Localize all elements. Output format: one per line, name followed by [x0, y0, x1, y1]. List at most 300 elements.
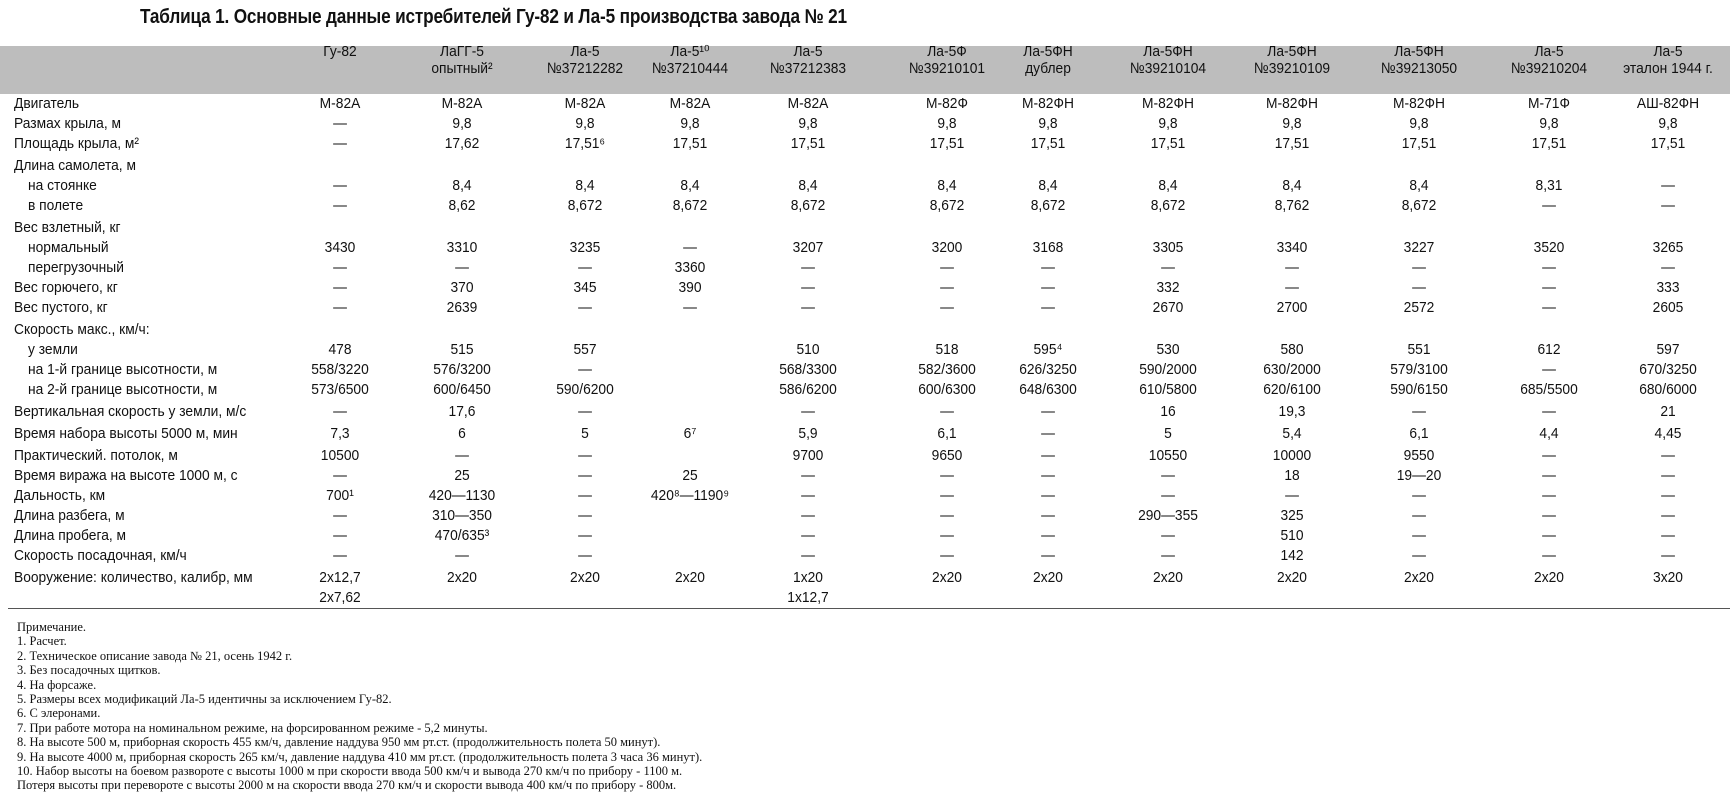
row-label: нормальный [28, 239, 109, 256]
table-cell: 2x12,7 [319, 569, 361, 586]
table-cell: 557 [573, 341, 597, 358]
table-cell: 470/635³ [434, 527, 490, 544]
table-row [0, 588, 1730, 608]
table-cell: 8,672 [790, 197, 826, 214]
table-cell: — [333, 197, 347, 214]
table-cell: 17,51 [1030, 135, 1066, 152]
row-label: у земли [28, 341, 78, 358]
table-row [0, 238, 1730, 258]
table-cell: 6⁷ [683, 425, 697, 442]
table-cell: 2x20 [1534, 569, 1564, 586]
row-label: Вертикальная скорость у земли, м/с [14, 403, 247, 420]
table-cell: — [1041, 507, 1055, 524]
table-cell: — [1661, 487, 1675, 504]
table-cell: 17,51 [929, 135, 965, 152]
table-cell: 685/5500 [1520, 381, 1578, 398]
column-header-line2: опытный² [431, 60, 493, 77]
table-cell: 680/6000 [1639, 381, 1697, 398]
table-cell: 590/2000 [1139, 361, 1197, 378]
table-cell: — [1412, 259, 1426, 276]
table-cell: — [578, 403, 592, 420]
table-cell: 5,9 [798, 425, 818, 442]
column-header-line1: Ла-5ФН [1023, 43, 1073, 60]
table-cell: — [455, 447, 469, 464]
table-cell: М-82ФН [1393, 95, 1445, 112]
column-header-line2: №37212282 [546, 60, 624, 77]
column-header-line2: дублер [1025, 60, 1071, 77]
table-cell: 17,51 [1150, 135, 1186, 152]
table-cell: 3430 [324, 239, 356, 256]
table-cell: — [1661, 467, 1675, 484]
table-cell: 9,8 [798, 115, 818, 132]
table-cell: 8,4 [937, 177, 957, 194]
table-cell: 630/2000 [1263, 361, 1321, 378]
table-row [0, 526, 1730, 546]
table-cell: 8,4 [575, 177, 595, 194]
column-header-line1: Ла-5ФН [1394, 43, 1444, 60]
column-header-line1: Ла-5ФН [1143, 43, 1193, 60]
table-row [0, 546, 1730, 566]
column-header-line1: Ла-5ФН [1267, 43, 1317, 60]
table-cell: — [940, 507, 954, 524]
table-cell: 8,4 [452, 177, 472, 194]
table-cell: 8,62 [448, 197, 476, 214]
table-cell: АШ-82ФН [1636, 95, 1700, 112]
table-cell: — [940, 467, 954, 484]
table-cell: 18 [1284, 467, 1300, 484]
table-row [0, 196, 1730, 216]
table-cell: — [1041, 403, 1055, 420]
column-header-line2: №39210104 [1129, 60, 1207, 77]
table-cell: 3265 [1652, 239, 1684, 256]
table-cell: — [801, 547, 815, 564]
table-cell: — [1542, 447, 1556, 464]
table-cell: — [1542, 507, 1556, 524]
table-cell: 515 [450, 341, 474, 358]
table-cell: — [333, 259, 347, 276]
row-label: на 1-й границе высотности, м [28, 361, 218, 378]
table-cell: 8,672 [672, 197, 708, 214]
table-cell: 620/6100 [1263, 381, 1321, 398]
table-cell: 5 [1164, 425, 1172, 442]
table-cell: 17,51 [790, 135, 826, 152]
table-cell: 2x20 [570, 569, 600, 586]
table-cell: 530 [1156, 341, 1180, 358]
table-cell: 6 [458, 425, 466, 442]
table-row [0, 320, 1730, 340]
table-cell: М-82А [787, 95, 829, 112]
table-cell: М-71Ф [1528, 95, 1570, 112]
table-cell: 558/3220 [311, 361, 369, 378]
table-cell: — [1041, 487, 1055, 504]
table-cell: 478 [328, 341, 352, 358]
column-header-line2: №39213050 [1380, 60, 1458, 77]
footnote-line: 10. Набор высоты на боевом развороте с высоты 1000 м при скорости ввода 500 км/ч и вывода 270 км/ч по прибору - 1100 м. [17, 763, 683, 778]
table-cell: — [1542, 403, 1556, 420]
table-cell: 2x20 [1404, 569, 1434, 586]
table-cell: 3200 [931, 239, 963, 256]
table-cell: 17,51 [672, 135, 708, 152]
table-cell: 610/5800 [1139, 381, 1197, 398]
row-label: Скорость посадочная, км/ч [14, 547, 187, 564]
table-cell: 3207 [792, 239, 824, 256]
table-cell: — [801, 467, 815, 484]
table-cell: — [1412, 527, 1426, 544]
table-cell: 17,6 [448, 403, 476, 420]
row-label: на стоянке [28, 177, 97, 194]
table-cell: 7,3 [330, 425, 350, 442]
table-cell: — [1412, 279, 1426, 296]
table-cell: — [1542, 487, 1556, 504]
column-header [407, 43, 517, 91]
column-header [1237, 43, 1347, 91]
table-cell: — [1041, 527, 1055, 544]
table-cell: — [1161, 547, 1175, 564]
footnote-line: 6. С элеронами. [17, 706, 101, 721]
table-cell: 3520 [1533, 239, 1565, 256]
table-cell: — [333, 467, 347, 484]
table-cell: 700¹ [326, 487, 354, 504]
table-cell: 19,3 [1278, 403, 1306, 420]
table-row [0, 360, 1730, 380]
table-row [0, 424, 1730, 444]
table-cell: 6,1 [937, 425, 957, 442]
table-cell: — [333, 547, 347, 564]
table-cell: 8,4 [1158, 177, 1178, 194]
table-cell: 9,8 [1658, 115, 1678, 132]
table-cell: 670/3250 [1639, 361, 1697, 378]
table-cell: 5 [581, 425, 589, 442]
row-label: Длина разбега, м [14, 507, 125, 524]
table-cell: 4,45 [1654, 425, 1682, 442]
table-cell: М-82А [564, 95, 606, 112]
table-cell: — [578, 447, 592, 464]
table-cell: 2605 [1652, 299, 1684, 316]
table-cell: 332 [1156, 279, 1180, 296]
table-row [0, 486, 1730, 506]
table-cell: — [940, 487, 954, 504]
column-header [993, 43, 1103, 91]
column-header [635, 43, 745, 91]
table-cell: 8,4 [1282, 177, 1302, 194]
table-row [0, 114, 1730, 134]
table-cell: 582/3600 [918, 361, 976, 378]
table-cell: — [1412, 487, 1426, 504]
table-cell: 580 [1280, 341, 1304, 358]
table-cell: 9,8 [452, 115, 472, 132]
table-cell: М-82Ф [926, 95, 968, 112]
column-header-line1: Ла-5Ф [927, 43, 967, 60]
table-cell: 2639 [446, 299, 478, 316]
table-cell: 8,672 [1030, 197, 1066, 214]
table-cell: 3310 [446, 239, 478, 256]
table-cell: — [1542, 547, 1556, 564]
table-cell: — [801, 487, 815, 504]
table-cell: 9700 [792, 447, 824, 464]
table-cell: М-82А [669, 95, 711, 112]
table-cell: — [1412, 403, 1426, 420]
table-cell: 9,8 [1539, 115, 1559, 132]
column-header-line2: №39210101 [908, 60, 986, 77]
table-cell: 626/3250 [1019, 361, 1077, 378]
column-header-line1: Ла-5 [793, 43, 823, 60]
table-cell: 2x20 [1153, 569, 1183, 586]
table-row [0, 156, 1730, 176]
table-cell: — [578, 361, 592, 378]
table-cell: М-82А [319, 95, 361, 112]
table-cell: 612 [1537, 341, 1561, 358]
table-row [0, 218, 1730, 238]
table-cell: — [1542, 361, 1556, 378]
column-header-line1: ЛаГГ-5 [440, 43, 484, 60]
table-cell: — [578, 507, 592, 524]
table-cell: — [1542, 467, 1556, 484]
table-cell: 9,8 [1409, 115, 1429, 132]
footnote-line: 8. На высоте 500 м, приборная скорость 455 км/ч, давление наддува 950 мм рт.ст. (продолжительность полета 50 минут). [17, 735, 661, 750]
footnote-line: 2. Техническое описание завода № 21, осень 1942 г. [17, 648, 293, 663]
table-cell: 2x20 [932, 569, 962, 586]
table-cell: — [801, 299, 815, 316]
table-cell: 8,672 [929, 197, 965, 214]
table-cell: — [1161, 527, 1175, 544]
table-cell: 333 [1656, 279, 1680, 296]
table-cell: — [801, 527, 815, 544]
table-cell: — [801, 403, 815, 420]
table-cell: — [940, 403, 954, 420]
table-cell: — [1161, 487, 1175, 504]
footnote-line: 1. Расчет. [17, 634, 67, 649]
table-cell: 586/6200 [779, 381, 837, 398]
table-cell: 2572 [1403, 299, 1435, 316]
column-header [1113, 43, 1223, 91]
table-title: Таблица 1. Основные данные истребителей Гу-82 и Ла-5 производства завода № 21 [140, 6, 847, 28]
column-header [285, 43, 395, 91]
column-header [892, 43, 1002, 91]
table-cell: 21 [1660, 403, 1676, 420]
table-cell: М-82ФН [1022, 95, 1074, 112]
table-cell: М-82А [441, 95, 483, 112]
column-header-line2: №39210204 [1510, 60, 1588, 77]
table-cell: 4,4 [1539, 425, 1559, 442]
table-cell: 9650 [931, 447, 963, 464]
column-header-line1: Ла-5 [1534, 43, 1564, 60]
column-header-line1: Гу-82 [323, 43, 357, 60]
row-label: Длина самолета, м [14, 157, 136, 174]
row-label: Вес горючего, кг [14, 279, 118, 296]
table-cell: — [1661, 259, 1675, 276]
table-row [0, 568, 1730, 588]
column-header-line2: №37212383 [769, 60, 847, 77]
table-cell: 9,8 [680, 115, 700, 132]
table-cell: 600/6450 [433, 381, 491, 398]
table-row [0, 258, 1730, 278]
table-cell: — [333, 403, 347, 420]
table-cell: — [578, 547, 592, 564]
table-cell: 8,31 [1535, 177, 1563, 194]
table-cell: 568/3300 [779, 361, 837, 378]
table-cell: — [1041, 467, 1055, 484]
table-cell: 510 [1280, 527, 1304, 544]
table-cell: — [1041, 425, 1055, 442]
table-cell: — [333, 177, 347, 194]
table-cell: М-82ФН [1266, 95, 1318, 112]
table-cell: 2670 [1152, 299, 1184, 316]
table-cell: — [683, 299, 697, 316]
table-cell: — [1661, 527, 1675, 544]
table-cell: 597 [1656, 341, 1680, 358]
table-cell: 17,51 [1650, 135, 1686, 152]
table-cell: 3340 [1276, 239, 1308, 256]
column-header [530, 43, 640, 91]
row-label: Дальность, км [14, 487, 106, 504]
table-cell: 17,51 [1274, 135, 1310, 152]
table-row [0, 134, 1730, 154]
table-cell: 10500 [320, 447, 360, 464]
table-cell: 8,4 [1409, 177, 1429, 194]
column-header [1364, 43, 1474, 91]
table-cell: — [801, 279, 815, 296]
table-cell: — [1542, 299, 1556, 316]
table-cell: — [1542, 259, 1556, 276]
table-cell: — [940, 279, 954, 296]
table-cell: — [578, 487, 592, 504]
table-cell: — [1661, 177, 1675, 194]
table-cell: — [1285, 259, 1299, 276]
table-cell: — [1041, 547, 1055, 564]
table-cell: 8,672 [1150, 197, 1186, 214]
footnote-line: 4. На форсаже. [17, 677, 97, 692]
table-cell: — [578, 299, 592, 316]
table-cell: 595⁴ [1033, 341, 1063, 358]
table-cell: 142 [1280, 547, 1304, 564]
row-label: Размах крыла, м [14, 115, 122, 132]
column-header-line2 [285, 60, 395, 77]
column-header-line1: Ла-5¹⁰ [670, 43, 710, 60]
column-header-line2: №39210109 [1253, 60, 1331, 77]
footnote-line: 7. При работе мотора на номинальном режиме, на форсированном режиме - 5,2 минуты. [17, 720, 488, 735]
table-cell: 25 [454, 467, 470, 484]
table-cell: 600/6300 [918, 381, 976, 398]
column-header-line1: Ла-5 [1653, 43, 1683, 60]
table-cell: — [1161, 467, 1175, 484]
row-label: Вес взлетный, кг [14, 219, 121, 236]
table-cell: 3168 [1032, 239, 1064, 256]
row-label: Скорость макс., км/ч: [14, 321, 150, 338]
table-cell: 10000 [1272, 447, 1312, 464]
table-cell: 2x7,62 [319, 589, 361, 606]
table-cell: 10550 [1148, 447, 1188, 464]
table-row [0, 298, 1730, 318]
table-row [0, 94, 1730, 114]
table-cell: — [1661, 447, 1675, 464]
table-bottom-divider [8, 608, 1730, 609]
table-cell: — [683, 239, 697, 256]
table-cell: 590/6200 [556, 381, 614, 398]
table-cell: 2x20 [447, 569, 477, 586]
row-label: Площадь крыла, м² [14, 135, 140, 152]
table-cell: — [1285, 279, 1299, 296]
column-header-line1: Ла-5 [570, 43, 600, 60]
table-cell: 648/6300 [1019, 381, 1077, 398]
row-label: Двигатель [14, 95, 80, 112]
table-cell: 8,4 [1038, 177, 1058, 194]
table-cell: — [1161, 259, 1175, 276]
table-cell: — [801, 259, 815, 276]
table-cell: 17,62 [444, 135, 480, 152]
table-header [0, 43, 1730, 94]
table-cell: — [333, 299, 347, 316]
table-row [0, 278, 1730, 298]
table-cell: — [578, 527, 592, 544]
table-cell: — [1041, 447, 1055, 464]
table-row [0, 340, 1730, 360]
table-cell: 9,8 [1158, 115, 1178, 132]
footnote-line: 5. Размеры всех модификаций Ла-5 идентичны за исключением Гу-82. [17, 691, 392, 706]
table-cell: 2x20 [675, 569, 705, 586]
row-label: на 2-й границе высотности, м [28, 381, 218, 398]
column-header [1613, 43, 1723, 91]
table-cell: — [1285, 487, 1299, 504]
table-cell: — [333, 279, 347, 296]
table-cell: 510 [796, 341, 820, 358]
table-cell: 518 [935, 341, 959, 358]
footnote-line: Потеря высоты при перевороте с высоты 2000 м на скорости ввода 270 км/ч и скорости вывода 400 км/ч по прибору - 800м. [17, 778, 677, 793]
table-cell: 9550 [1403, 447, 1435, 464]
table-cell: 8,4 [680, 177, 700, 194]
table-cell: 3235 [569, 239, 601, 256]
table-cell: 2x20 [1033, 569, 1063, 586]
table-row [0, 506, 1730, 526]
table-cell: 1x20 [793, 569, 823, 586]
column-header-line2: №37210444 [651, 60, 729, 77]
table-cell: 2700 [1276, 299, 1308, 316]
table-row [0, 176, 1730, 196]
table-cell: 551 [1407, 341, 1431, 358]
table-cell: — [333, 115, 347, 132]
table-cell: — [1542, 527, 1556, 544]
table-cell: — [940, 259, 954, 276]
table-cell: 3305 [1152, 239, 1184, 256]
table-cell: 6,1 [1409, 425, 1429, 442]
footnotes [17, 620, 702, 793]
table-cell: 573/6500 [311, 381, 369, 398]
row-label: Вес пустого, кг [14, 299, 108, 316]
table-cell: 9,8 [575, 115, 595, 132]
table-cell: — [940, 299, 954, 316]
row-label: Длина пробега, м [14, 527, 127, 544]
table-cell: 8,762 [1274, 197, 1310, 214]
table-row [0, 402, 1730, 422]
table-cell: 390 [678, 279, 702, 296]
table-cell: — [578, 467, 592, 484]
footnote-line: Примечание. [17, 620, 87, 634]
row-label: Вооружение: количество, калибр, мм [14, 569, 253, 586]
table-cell: — [333, 527, 347, 544]
table-cell: 2x20 [1277, 569, 1307, 586]
table-cell: 576/3200 [433, 361, 491, 378]
table-cell: 1x12,7 [787, 589, 829, 606]
table-cell: — [940, 547, 954, 564]
table-cell: 5,4 [1282, 425, 1302, 442]
column-header [1494, 43, 1604, 91]
table-cell: 290—355 [1138, 507, 1198, 524]
table-cell: 16 [1160, 403, 1176, 420]
table-cell: — [333, 135, 347, 152]
row-label: в полете [28, 197, 84, 214]
table-cell: 8,672 [567, 197, 603, 214]
footnote-line: 9. На высоте 4000 м, приборная скорость 265 км/ч, давление наддува 410 мм рт.ст. (продолжительность полета 3 часа 36 минут). [17, 749, 703, 764]
table-cell: — [1041, 279, 1055, 296]
